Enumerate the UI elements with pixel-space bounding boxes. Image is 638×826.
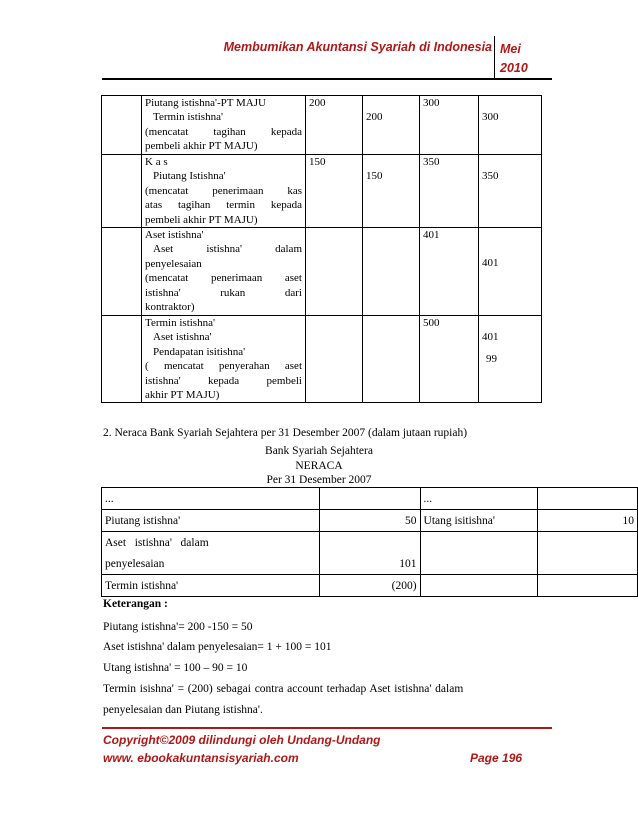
journal-row (102, 155, 542, 228)
debit-cell: 401 (420, 228, 479, 316)
credit-cell: 300 (479, 96, 542, 155)
aset-value: 101 (320, 553, 420, 575)
balance-sheet-table (101, 487, 638, 597)
table-row: ... ... (102, 488, 638, 510)
journal-description: Termin istishna' Aset istishna' Pendapatan isitishna' ( mencatat penyerahan aset istishna' kepada pembeli akhir PT MAJU) (142, 316, 306, 403)
report-period: Per 31 Desember 2007 (266, 474, 372, 486)
note-line: Piutang istishna'= 200 -150 = 50 (103, 621, 253, 633)
table-row (102, 553, 638, 575)
aset-label-line1: Aset istishna' dalam (102, 532, 320, 554)
footer-page-number: Page 196 (470, 751, 523, 765)
journal-table (101, 95, 542, 403)
bank-name: Bank Syariah Sejahtera (265, 445, 373, 457)
header-date (500, 40, 528, 78)
debit-cell (306, 316, 363, 403)
journal-description: Aset istishna' Aset istishna' dalam penyelesaian (mencatat penerimaan aset istishna' rukan dari kontraktor) (142, 228, 306, 316)
note-line: penyelesaian dan Piutang istishna'. (103, 704, 263, 716)
journal-row (102, 96, 542, 155)
piutang-value: 50 (320, 510, 420, 532)
notes-heading: Keterangan : (103, 598, 168, 610)
section-heading: 2. Neraca Bank Syariah Sejahtera per 31 Desember 2007 (dalam jutaan rupiah) (103, 427, 468, 439)
header-month: Mei (500, 42, 521, 56)
debit-cell: 300 (420, 96, 479, 155)
credit-cell (363, 316, 420, 403)
footer-rule (102, 727, 552, 729)
table-row (102, 575, 638, 597)
journal-description: Piutang istishna'-PT MAJU Termin istishna' (mencatat tagihan kepada pembeli akhir PT MAJU) (142, 96, 306, 155)
debit-cell: 150 (306, 155, 363, 228)
header-year: 2010 (500, 61, 528, 75)
note-line: Utang istishna' = 100 – 90 = 10 (103, 662, 248, 674)
footer-copyright: Copyright©2009 dilindungi oleh Undang-Undang (103, 733, 381, 747)
footer-website: www. ebookakuntansisyariah.com (103, 751, 299, 765)
debit-cell: 350 (420, 155, 479, 228)
utang-value: 10 (537, 510, 637, 532)
credit-cell: 401 99 (479, 316, 542, 403)
table-row (102, 510, 638, 532)
debit-cell (306, 228, 363, 316)
journal-row (102, 316, 542, 403)
termin-value: (200) (320, 575, 420, 597)
header-rule (102, 78, 552, 80)
credit-cell: 350 (479, 155, 542, 228)
header-divider (494, 36, 495, 78)
credit-cell: 200 (363, 96, 420, 155)
table-row (102, 532, 638, 554)
note-line: Aset istishna' dalam penyelesaian= 1 + 100 = 101 (103, 641, 332, 653)
credit-cell: 401 (479, 228, 542, 316)
credit-cell: 150 (363, 155, 420, 228)
aset-label-line2: penyelesaian (102, 553, 320, 575)
report-title: NERACA (295, 460, 343, 472)
termin-label: Termin istishna' (102, 575, 320, 597)
debit-cell: 200 (306, 96, 363, 155)
journal-row (102, 228, 542, 316)
journal-description: K a s Piutang Istishna' (mencatat penerimaan kas atas tagihan termin kepada pembeli akhir PT MAJU) (142, 155, 306, 228)
debit-cell: 500 (420, 316, 479, 403)
credit-cell (363, 228, 420, 316)
utang-label: Utang isitishna' (420, 510, 537, 532)
note-line: Termin isishna' = (200) sebagai contra account terhadap Aset istishna' dalam (103, 683, 464, 695)
header-title: Membumikan Akuntansi Syariah di Indonesia (223, 40, 492, 54)
piutang-label: Piutang istishna' (102, 510, 320, 532)
